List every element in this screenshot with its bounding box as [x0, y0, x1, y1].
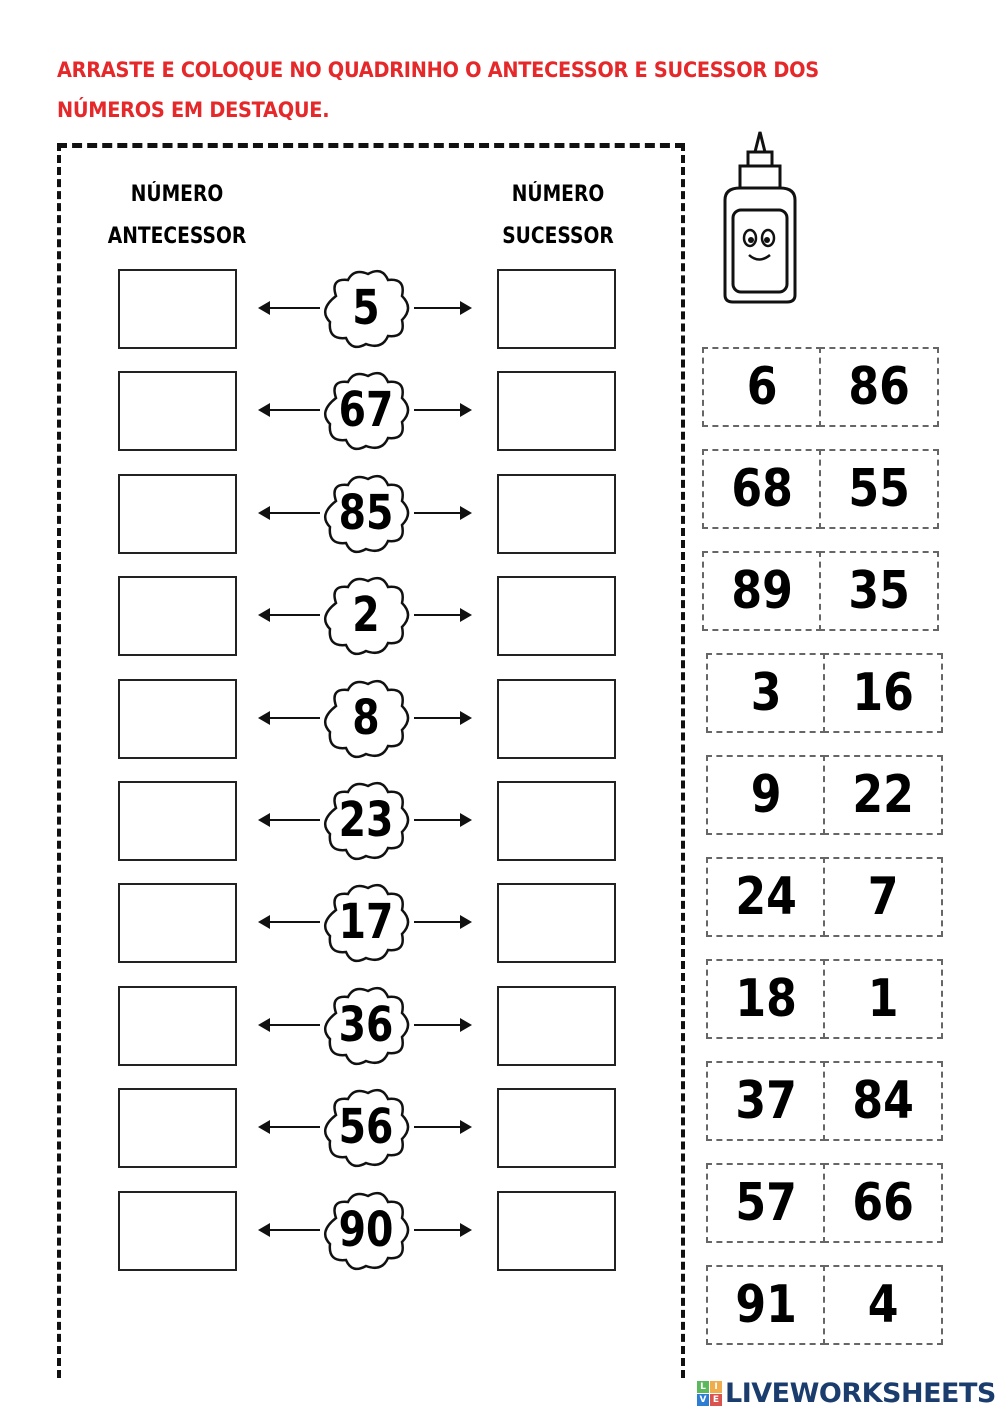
- antecessor-drop-box[interactable]: [118, 1191, 237, 1271]
- highlighted-number: 90: [338, 1201, 394, 1258]
- draggable-number-tile[interactable]: [702, 551, 822, 631]
- arrow-line: [268, 409, 320, 411]
- tile-number: 91: [735, 1275, 797, 1335]
- tile-number: 35: [848, 561, 910, 621]
- antecessor-drop-box[interactable]: [118, 679, 237, 759]
- draggable-number-tile[interactable]: [823, 755, 943, 835]
- tile-number: 57: [735, 1173, 797, 1233]
- tile-number: 4: [867, 1275, 899, 1335]
- tile-number: 89: [731, 561, 793, 621]
- arrow-right-icon: [460, 813, 472, 827]
- draggable-number-tile[interactable]: [819, 449, 939, 529]
- number-cloud: [316, 880, 416, 964]
- draggable-number-tile[interactable]: [823, 1061, 943, 1141]
- tile-number: 84: [852, 1071, 914, 1131]
- arrow-line: [268, 717, 320, 719]
- sucessor-drop-box[interactable]: [497, 1088, 616, 1168]
- arrow-line: [414, 1024, 462, 1026]
- tile-number: 1: [867, 969, 899, 1029]
- arrow-right-icon: [460, 1223, 472, 1237]
- highlighted-number: 2: [352, 587, 380, 644]
- tile-number: 7: [867, 867, 899, 927]
- number-cloud: [316, 266, 416, 350]
- header-sucessor-line2: SUCESSOR: [502, 224, 614, 249]
- header-antecessor-line2: ANTECESSOR: [107, 224, 247, 249]
- arrow-line: [414, 1229, 462, 1231]
- tile-number: 16: [852, 663, 914, 723]
- tile-number: 86: [848, 357, 910, 417]
- header-sucessor: [490, 174, 626, 258]
- draggable-number-tile[interactable]: [706, 1061, 826, 1141]
- sucessor-drop-box[interactable]: [497, 269, 616, 349]
- number-cloud: [316, 368, 416, 452]
- header-sucessor-line1: NÚMERO: [511, 182, 605, 207]
- arrow-line: [268, 1024, 320, 1026]
- highlighted-number: 17: [338, 894, 394, 951]
- arrow-line: [268, 1229, 320, 1231]
- instruction-line-2: NÚMEROS EM DESTAQUE.: [57, 98, 330, 122]
- arrow-line: [268, 921, 320, 923]
- tile-number: 9: [750, 765, 782, 825]
- arrow-line: [414, 307, 462, 309]
- tile-number: 68: [731, 459, 793, 519]
- arrow-line: [268, 307, 320, 309]
- arrow-line: [414, 1126, 462, 1128]
- tile-number: 6: [746, 357, 778, 417]
- highlighted-number: 36: [338, 996, 394, 1053]
- draggable-number-tile[interactable]: [706, 857, 826, 937]
- draggable-number-tile[interactable]: [823, 653, 943, 733]
- draggable-number-tile[interactable]: [706, 755, 826, 835]
- logo-letter: V: [697, 1394, 709, 1406]
- arrow-right-icon: [460, 1018, 472, 1032]
- antecessor-drop-box[interactable]: [118, 371, 237, 451]
- arrow-right-icon: [460, 608, 472, 622]
- antecessor-drop-box[interactable]: [118, 576, 237, 656]
- antecessor-drop-box[interactable]: [118, 781, 237, 861]
- sucessor-drop-box[interactable]: [497, 371, 616, 451]
- antecessor-drop-box[interactable]: [118, 883, 237, 963]
- tile-number: 24: [735, 867, 797, 927]
- tile-number: 55: [848, 459, 910, 519]
- sucessor-drop-box[interactable]: [497, 679, 616, 759]
- sucessor-drop-box[interactable]: [497, 781, 616, 861]
- draggable-number-tile[interactable]: [823, 1163, 943, 1243]
- arrow-right-icon: [460, 711, 472, 725]
- draggable-number-tile[interactable]: [823, 857, 943, 937]
- arrow-line: [414, 717, 462, 719]
- antecessor-drop-box[interactable]: [118, 474, 237, 554]
- tile-number: 18: [735, 969, 797, 1029]
- highlighted-number: 5: [352, 280, 380, 336]
- antecessor-drop-box[interactable]: [118, 986, 237, 1066]
- number-cloud: [316, 1085, 416, 1169]
- tile-number: 66: [852, 1173, 914, 1233]
- draggable-number-tile[interactable]: [819, 347, 939, 427]
- draggable-number-tile[interactable]: [706, 959, 826, 1039]
- number-cloud: [316, 573, 416, 657]
- draggable-number-tile[interactable]: [706, 1265, 826, 1345]
- highlighted-number: 8: [352, 689, 380, 746]
- tile-number: 22: [852, 765, 914, 825]
- number-cloud: [316, 983, 416, 1067]
- instruction-line-1: ARRASTE E COLOQUE NO QUADRINHO O ANTECESSOR E SUCESSOR DOS: [57, 58, 819, 82]
- draggable-number-tile[interactable]: [706, 1163, 826, 1243]
- liveworksheets-logo: [697, 1378, 996, 1409]
- highlighted-number: 85: [338, 484, 394, 541]
- tile-number: 3: [750, 663, 782, 723]
- arrow-right-icon: [460, 915, 472, 929]
- draggable-number-tile[interactable]: [819, 551, 939, 631]
- highlighted-number: 23: [338, 792, 394, 848]
- logo-letter: L: [697, 1381, 709, 1393]
- draggable-number-tile[interactable]: [823, 959, 943, 1039]
- arrow-line: [268, 819, 320, 821]
- antecessor-drop-box[interactable]: [118, 269, 237, 349]
- draggable-number-tile[interactable]: [823, 1265, 943, 1345]
- sucessor-drop-box[interactable]: [497, 576, 616, 656]
- arrow-line: [268, 614, 320, 616]
- draggable-number-tile[interactable]: [702, 449, 822, 529]
- arrow-right-icon: [460, 301, 472, 315]
- antecessor-drop-box[interactable]: [118, 1088, 237, 1168]
- logo-letter: I: [710, 1381, 722, 1393]
- arrow-line: [414, 614, 462, 616]
- header-antecessor-line1: NÚMERO: [130, 182, 224, 207]
- number-cloud: [316, 676, 416, 760]
- arrow-line: [268, 512, 320, 514]
- sucessor-drop-box[interactable]: [497, 474, 616, 554]
- arrow-line: [414, 819, 462, 821]
- number-cloud: [316, 1188, 416, 1272]
- arrow-right-icon: [460, 1120, 472, 1134]
- arrow-line: [268, 1126, 320, 1128]
- arrow-right-icon: [460, 506, 472, 520]
- glue-bottle-icon: [715, 130, 805, 314]
- arrow-line: [414, 409, 462, 411]
- tile-number: 37: [735, 1071, 797, 1131]
- logo-letter: E: [710, 1394, 722, 1406]
- draggable-number-tile[interactable]: [706, 653, 826, 733]
- number-cloud: [316, 778, 416, 862]
- arrow-line: [414, 921, 462, 923]
- sucessor-drop-box[interactable]: [497, 1191, 616, 1271]
- arrow-line: [414, 512, 462, 514]
- highlighted-number: 67: [338, 382, 394, 439]
- logo-text: LIVEWORKSHEETS: [725, 1378, 996, 1409]
- sucessor-drop-box[interactable]: [497, 986, 616, 1066]
- sucessor-drop-box[interactable]: [497, 883, 616, 963]
- arrow-right-icon: [460, 403, 472, 417]
- header-antecessor: [105, 174, 250, 258]
- draggable-number-tile[interactable]: [702, 347, 822, 427]
- highlighted-number: 56: [338, 1099, 394, 1156]
- number-cloud: [316, 471, 416, 555]
